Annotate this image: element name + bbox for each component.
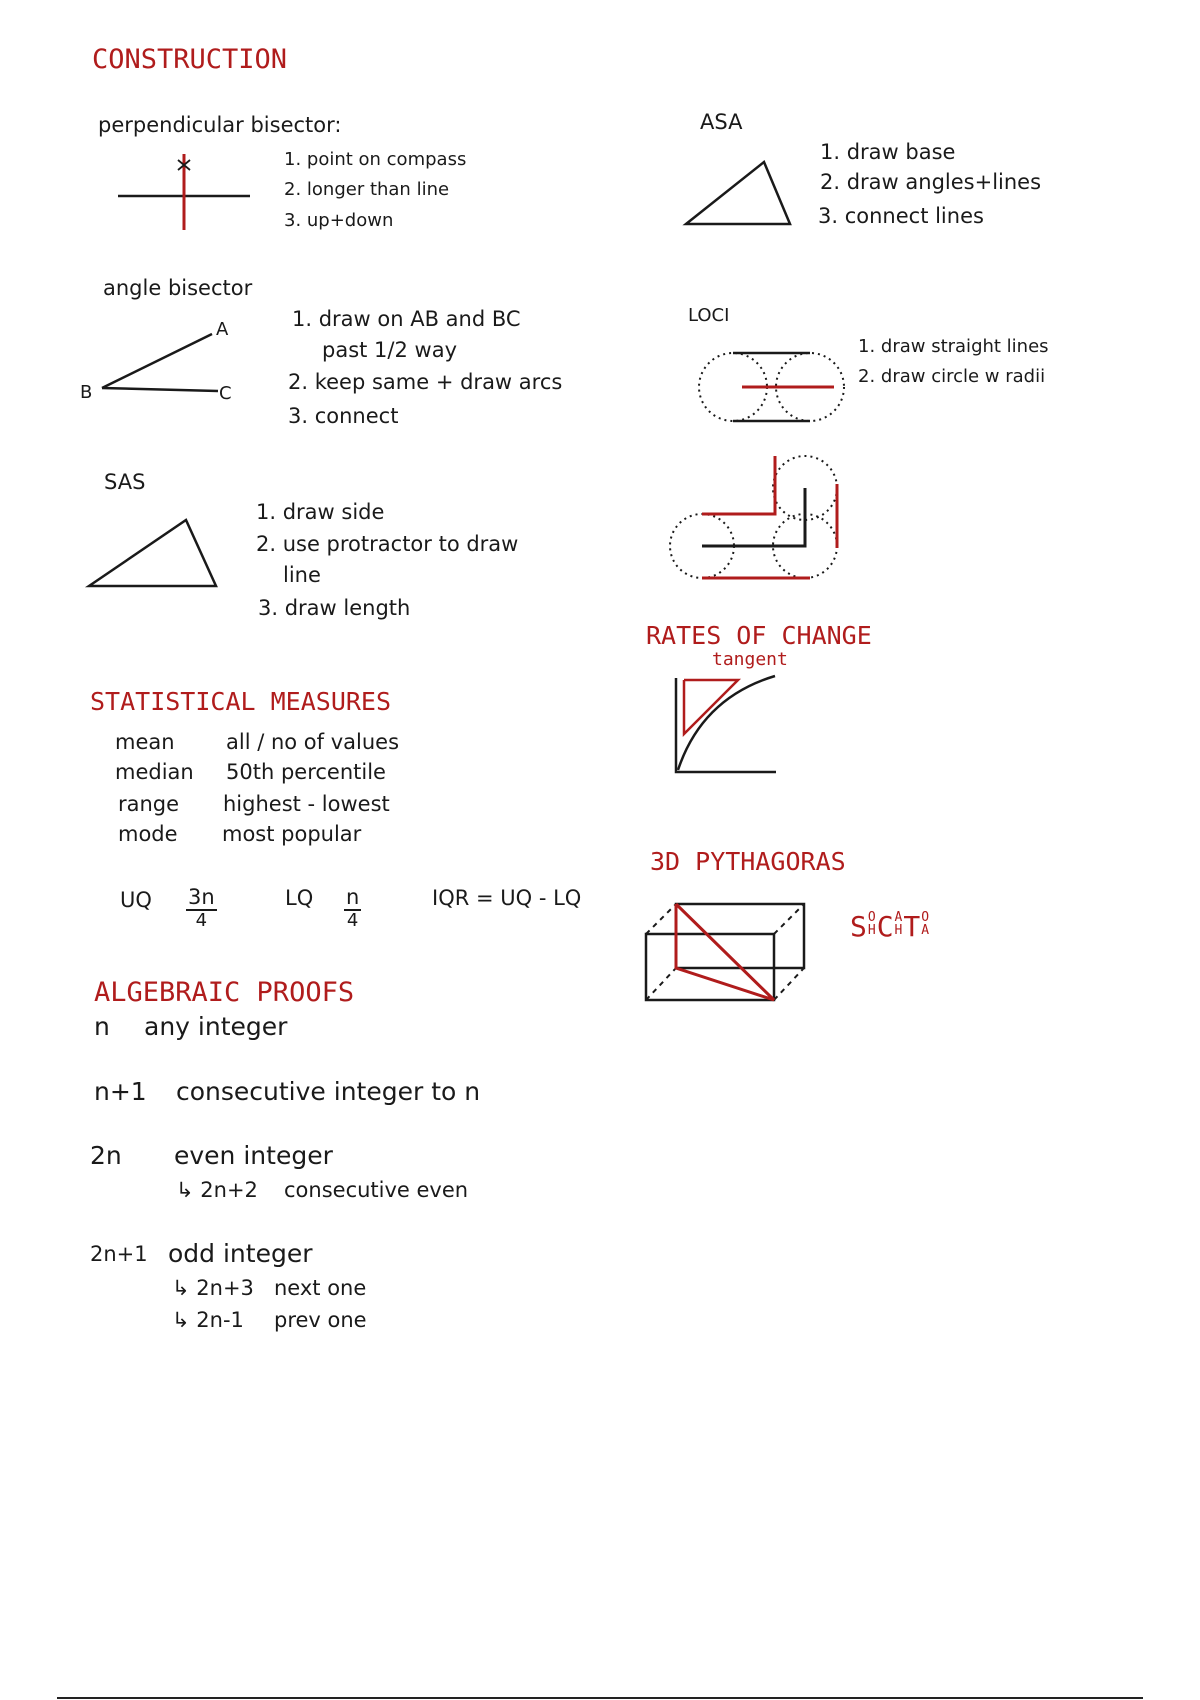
uq-denominator: 4 (195, 910, 208, 932)
lq-fraction (344, 886, 361, 931)
proof-desc-2n-plus-1: odd integer (168, 1239, 313, 1268)
iqr-formula: IQR = UQ - LQ (432, 886, 582, 910)
page-bottom-rule (57, 1697, 1143, 1699)
proof-expr-2n: 2n (90, 1141, 122, 1170)
cah-h: H (894, 923, 903, 938)
perp-step-3: 3. up+down (284, 210, 394, 231)
asa-step-2: 2. draw angles+lines (820, 170, 1042, 194)
loci-title: LOCI (688, 305, 730, 326)
lq-label: LQ (285, 886, 314, 910)
asa-triangle (684, 158, 794, 228)
angle-step-3: 3. connect (288, 404, 399, 428)
angle-step-1-cont: past 1/2 way (322, 338, 457, 362)
cuboid-back-face (676, 904, 804, 968)
stat-term-median: median (115, 760, 194, 784)
proof-note-2n-plus-3-desc: next one (274, 1276, 367, 1300)
loci-corner-diagram (670, 454, 850, 584)
proof-desc-2n: even integer (174, 1141, 333, 1170)
asa-title: ASA (700, 110, 743, 134)
ray-ba (102, 334, 212, 388)
stat-def-mode: most popular (222, 822, 362, 846)
loci-step-2: 2. draw circle w radii (858, 366, 1046, 387)
uq-label: UQ (120, 888, 152, 912)
sas-title: SAS (104, 470, 146, 494)
tangent-label: tangent (712, 649, 788, 670)
stat-term-mode: mode (118, 822, 178, 846)
pythagoras-3d-heading: 3D PYTHAGORAS (650, 847, 846, 876)
angle-label-c: C (219, 383, 232, 404)
proof-note-2n-plus-3: ↳ 2n+3 (172, 1276, 254, 1300)
toa-o: O (921, 910, 930, 925)
proof-note-2n-minus-1-desc: prev one (274, 1308, 367, 1332)
proof-desc-n: any integer (144, 1012, 288, 1041)
lq-denominator: 4 (346, 910, 359, 932)
proof-note-2n-minus-1: ↳ 2n-1 (172, 1308, 244, 1332)
stat-term-mean: mean (115, 730, 175, 754)
sas-step-2: 2. use protractor to draw (256, 532, 519, 556)
sas-step-3: 3. draw length (258, 596, 411, 620)
angle-step-1: 1. draw on AB and BC (292, 307, 521, 331)
perp-step-2: 2. longer than line (284, 179, 450, 200)
stat-term-range: range (118, 792, 180, 816)
asa-step-3: 3. connect lines (818, 204, 984, 228)
proof-note-2n-plus-2: ↳ 2n+2 (176, 1178, 258, 1202)
angle-bisector-title: angle bisector (103, 276, 253, 300)
sas-triangle (86, 516, 222, 590)
stat-def-mean: all / no of values (226, 730, 400, 754)
soh-o: O (867, 910, 876, 925)
ray-bc (102, 388, 218, 391)
construction-heading: CONSTRUCTION (92, 44, 288, 75)
perp-step-1: 1. point on compass (284, 149, 467, 170)
sas-step-2-cont: line (283, 563, 321, 587)
perpendicular-bisector-diagram (112, 150, 252, 232)
angle-label-b: B (80, 382, 93, 403)
toa-a: A (921, 923, 930, 938)
space-diagonal-triangle (676, 904, 774, 1000)
angle-step-2: 2. keep same + draw arcs (288, 370, 563, 394)
soh-s: S (850, 910, 867, 943)
proof-expr-n-plus-1: n+1 (94, 1077, 147, 1106)
rates-of-change-graph (672, 672, 792, 776)
proof-note-2n-plus-2-desc: consecutive even (284, 1178, 469, 1202)
asa-step-1: 1. draw base (820, 140, 956, 164)
angle-label-a: A (216, 319, 229, 340)
stat-def-median: 50th percentile (226, 760, 386, 784)
statistical-measures-heading: STATISTICAL MEASURES (90, 687, 392, 716)
stat-def-range: highest - lowest (223, 792, 390, 816)
lq-numerator: n (344, 886, 361, 911)
cah-a: A (894, 910, 903, 925)
proof-desc-n-plus-1: consecutive integer to n (176, 1077, 481, 1106)
perpendicular-bisector-title: perpendicular bisector: (98, 113, 342, 137)
toa-t: T (903, 910, 921, 943)
uq-numerator: 3n (186, 886, 217, 911)
loci-step-1: 1. draw straight lines (858, 336, 1049, 357)
cah-c: C (876, 910, 894, 943)
rates-of-change-heading: RATES OF CHANGE (646, 621, 872, 650)
cuboid-diagram (642, 900, 812, 1006)
tangent-triangle (684, 680, 738, 734)
proof-expr-n: n (94, 1012, 110, 1041)
proof-expr-2n-plus-1: 2n+1 (90, 1242, 148, 1266)
sas-step-1: 1. draw side (256, 500, 385, 524)
loci-line-diagram (696, 350, 846, 426)
algebraic-proofs-heading: ALGEBRAIC PROOFS (94, 977, 355, 1008)
sohcahtoa-mnemonic (850, 910, 930, 943)
soh-h: H (867, 923, 876, 938)
uq-fraction (186, 886, 217, 931)
